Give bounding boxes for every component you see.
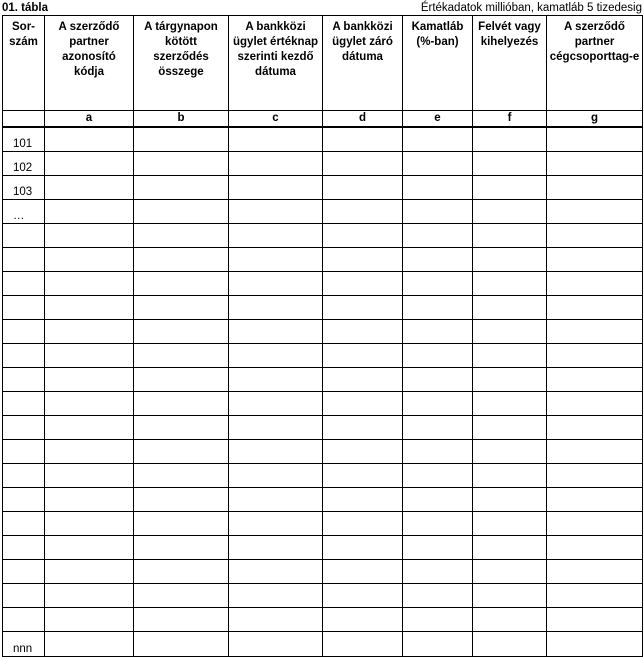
column-header-label: A szerződő partner azonosító kódja (58, 21, 120, 78)
table-cell (45, 248, 134, 272)
column-letter: f (473, 111, 547, 128)
table-cell (547, 608, 643, 632)
table-cell (45, 608, 134, 632)
table-row (3, 440, 643, 464)
table-cell (473, 464, 547, 488)
table-cell (229, 320, 323, 344)
table-row (3, 392, 643, 416)
table-row (3, 127, 643, 152)
table-cell (45, 152, 134, 176)
column-letter-row (3, 111, 643, 128)
table-row (3, 200, 643, 224)
row-number-cell (3, 344, 45, 368)
table-row (3, 248, 643, 272)
row-number-cell (3, 560, 45, 584)
table-cell (403, 392, 473, 416)
table-row (3, 152, 643, 176)
table-cell (473, 200, 547, 224)
row-number-cell (3, 608, 45, 632)
table-cell (547, 392, 643, 416)
table-cell (403, 272, 473, 296)
column-header-label: A bankközi ügylet értéknap szerinti kezdő dátuma (233, 21, 318, 78)
row-number-cell (3, 248, 45, 272)
table-cell (473, 296, 547, 320)
column-letter (3, 111, 45, 128)
column-header-label: A tárgynapon kötött szerződés összege (144, 21, 218, 78)
table-row (3, 344, 643, 368)
table-cell (547, 584, 643, 608)
table-row (3, 584, 643, 608)
units-note: Értékadatok millióban, kamatláb 5 tizedesig (420, 2, 642, 14)
table-cell (229, 224, 323, 248)
table-cell (134, 320, 229, 344)
table-cell (45, 320, 134, 344)
table-row (3, 320, 643, 344)
table-cell (323, 632, 403, 657)
table-cell (45, 632, 134, 657)
table-cell (323, 440, 403, 464)
table-cell (323, 248, 403, 272)
table-cell (134, 152, 229, 176)
table-cell (323, 176, 403, 200)
table-cell (45, 127, 134, 152)
table-cell (134, 632, 229, 657)
table-cell (229, 200, 323, 224)
table-cell (229, 584, 323, 608)
table-cell (229, 416, 323, 440)
table-cell (473, 560, 547, 584)
table-cell (403, 464, 473, 488)
table-cell (134, 488, 229, 512)
table-cell (473, 632, 547, 657)
table-cell (473, 152, 547, 176)
row-number-cell (3, 320, 45, 344)
table-cell (45, 536, 134, 560)
table-cell (134, 248, 229, 272)
row-number-cell: 102 (3, 152, 45, 176)
table-cell (403, 320, 473, 344)
table-cell (323, 560, 403, 584)
table-cell (403, 224, 473, 248)
table-cell (45, 272, 134, 296)
row-number-cell: 101 (3, 127, 45, 152)
table-row (3, 272, 643, 296)
table-cell (323, 368, 403, 392)
table-cell (45, 440, 134, 464)
table-cell (547, 152, 643, 176)
table-cell (473, 176, 547, 200)
row-number-cell (3, 536, 45, 560)
table-row (3, 608, 643, 632)
table-cell (134, 440, 229, 464)
table-cell (45, 464, 134, 488)
table-row (3, 416, 643, 440)
table-cell (134, 416, 229, 440)
table-cell (134, 392, 229, 416)
column-header-label: Sor- szám (9, 21, 38, 48)
table-cell (403, 368, 473, 392)
table-cell (134, 127, 229, 152)
table-cell (473, 488, 547, 512)
table-cell (134, 536, 229, 560)
table-cell (323, 608, 403, 632)
table-cell (45, 224, 134, 248)
row-number-cell (3, 416, 45, 440)
table-cell (229, 152, 323, 176)
table-cell (45, 344, 134, 368)
table-cell (473, 224, 547, 248)
table-cell (403, 248, 473, 272)
table-cell (403, 584, 473, 608)
table-cell (403, 344, 473, 368)
table-caption-bar (2, 1, 642, 15)
table-cell (134, 176, 229, 200)
table-cell (134, 224, 229, 248)
table-cell (323, 320, 403, 344)
table-cell (134, 584, 229, 608)
table-cell (547, 512, 643, 536)
table-cell (45, 416, 134, 440)
table-cell (403, 608, 473, 632)
data-table (2, 15, 643, 657)
row-number-cell (3, 512, 45, 536)
table-cell (134, 344, 229, 368)
row-number-cell (3, 488, 45, 512)
table-cell (134, 200, 229, 224)
row-number-cell (3, 464, 45, 488)
table-cell (323, 200, 403, 224)
table-cell (547, 464, 643, 488)
table-cell (403, 200, 473, 224)
table-cell (45, 296, 134, 320)
table-cell (323, 127, 403, 152)
table-cell (229, 127, 323, 152)
table-row (3, 536, 643, 560)
table-cell (323, 512, 403, 536)
table-cell (547, 416, 643, 440)
table-cell (323, 272, 403, 296)
table-cell (403, 512, 473, 536)
column-letter: a (45, 111, 134, 128)
table-cell (323, 464, 403, 488)
table-cell (134, 368, 229, 392)
table-cell (229, 272, 323, 296)
table-cell (547, 344, 643, 368)
column-letter: c (229, 111, 323, 128)
table-cell (547, 632, 643, 657)
table-cell (323, 392, 403, 416)
table-cell (473, 608, 547, 632)
table-cell (547, 296, 643, 320)
table-cell (403, 296, 473, 320)
column-header-label: A szerződő partner cégcsoporttag-e (549, 21, 640, 63)
table-cell (547, 320, 643, 344)
row-number-cell: … (3, 200, 45, 224)
table-cell (403, 176, 473, 200)
row-number-cell (3, 440, 45, 464)
row-number-cell (3, 272, 45, 296)
table-cell (547, 200, 643, 224)
table-cell (229, 488, 323, 512)
table-cell (473, 344, 547, 368)
column-letter: e (403, 111, 473, 128)
table-cell (229, 512, 323, 536)
table-cell (547, 560, 643, 584)
table-title: 01. tábla (2, 2, 49, 14)
table-cell (473, 392, 547, 416)
table-cell (323, 152, 403, 176)
column-header-e (403, 16, 473, 111)
table-cell (403, 632, 473, 657)
table-cell (229, 464, 323, 488)
row-number-cell: 103 (3, 176, 45, 200)
table-cell (323, 584, 403, 608)
column-letter: g (547, 111, 643, 128)
table-cell (323, 296, 403, 320)
table-cell (323, 536, 403, 560)
table-cell (229, 368, 323, 392)
table-cell (45, 512, 134, 536)
table-cell (473, 512, 547, 536)
table-row (3, 560, 643, 584)
table-cell (323, 416, 403, 440)
table-cell (547, 176, 643, 200)
table-body (3, 127, 643, 657)
table-cell (473, 416, 547, 440)
table-cell (229, 440, 323, 464)
table-cell (547, 488, 643, 512)
column-header-c (229, 16, 323, 111)
column-header-g (547, 16, 643, 111)
column-letter: b (134, 111, 229, 128)
row-number-cell (3, 296, 45, 320)
column-header-label: Kamatláb (%-ban) (411, 21, 464, 48)
table-cell (547, 368, 643, 392)
table-cell (323, 488, 403, 512)
table-cell (473, 272, 547, 296)
row-number-cell (3, 224, 45, 248)
table-cell (547, 248, 643, 272)
table-cell (473, 127, 547, 152)
table-row (3, 224, 643, 248)
table-cell (473, 584, 547, 608)
table-cell (45, 392, 134, 416)
table-row (3, 464, 643, 488)
table-cell (45, 488, 134, 512)
table-cell (473, 248, 547, 272)
table-cell (547, 224, 643, 248)
column-letter: d (323, 111, 403, 128)
column-header-label: Felvét vagy kihelyezés (478, 21, 541, 48)
table-cell (547, 536, 643, 560)
table-cell (229, 248, 323, 272)
table-cell (547, 440, 643, 464)
table-cell (323, 344, 403, 368)
table-cell (547, 127, 643, 152)
table-row (3, 176, 643, 200)
table-cell (403, 440, 473, 464)
table-cell (134, 512, 229, 536)
table-cell (45, 560, 134, 584)
table-cell (45, 200, 134, 224)
table-cell (473, 536, 547, 560)
table-cell (229, 632, 323, 657)
column-header-row (3, 16, 643, 111)
table-row (3, 488, 643, 512)
table-cell (473, 440, 547, 464)
column-header-f (473, 16, 547, 111)
column-header-d (323, 16, 403, 111)
table-cell (134, 464, 229, 488)
table-cell (403, 152, 473, 176)
table-row (3, 632, 643, 657)
table-cell (134, 608, 229, 632)
table-cell (403, 488, 473, 512)
table-cell (229, 392, 323, 416)
table-cell (547, 272, 643, 296)
table-cell (134, 560, 229, 584)
table-cell (403, 536, 473, 560)
table-cell (229, 560, 323, 584)
table-cell (45, 368, 134, 392)
table-row (3, 368, 643, 392)
table-cell (473, 320, 547, 344)
table-cell (229, 608, 323, 632)
table-cell (229, 296, 323, 320)
table-cell (323, 224, 403, 248)
table-cell (229, 344, 323, 368)
table-cell (403, 560, 473, 584)
table-cell (473, 368, 547, 392)
row-number-cell: nnn (3, 632, 45, 657)
table-cell (134, 272, 229, 296)
column-header-label: A bankközi ügylet záró dátuma (332, 21, 393, 63)
row-number-cell (3, 584, 45, 608)
row-number-cell (3, 392, 45, 416)
table-cell (45, 176, 134, 200)
table-cell (403, 127, 473, 152)
table-cell (229, 536, 323, 560)
table-cell (403, 416, 473, 440)
table-cell (45, 584, 134, 608)
table-row (3, 512, 643, 536)
table-cell (229, 176, 323, 200)
table-row (3, 296, 643, 320)
column-header-b (134, 16, 229, 111)
column-header-a (45, 16, 134, 111)
column-header-sorszam (3, 16, 45, 111)
row-number-cell (3, 368, 45, 392)
table-cell (134, 296, 229, 320)
